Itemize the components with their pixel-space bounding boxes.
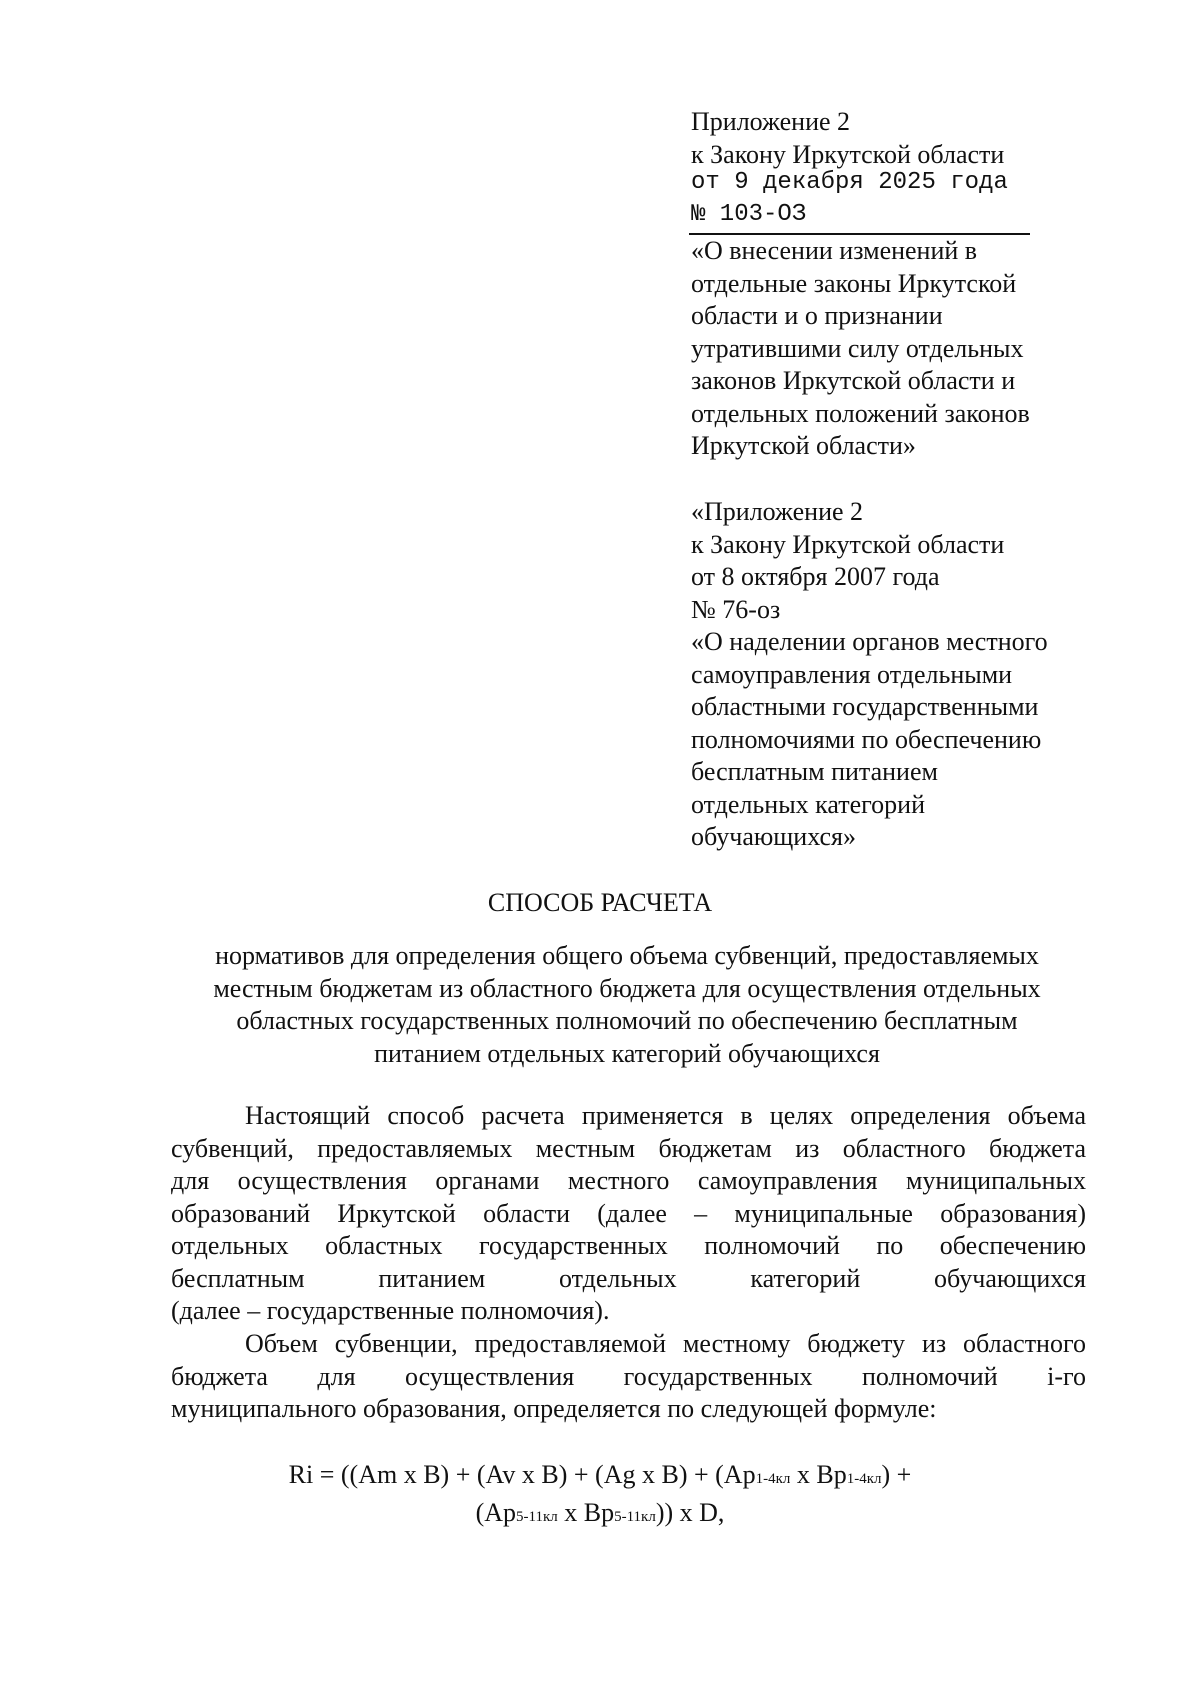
appendix-law-reference: к Закону Иркутской области: [691, 139, 1005, 169]
amended-title-line: бесплатным питанием: [691, 757, 938, 786]
amended-title-line: отдельных категорий: [691, 789, 926, 819]
law-title-line: «О внесении изменений в: [691, 236, 978, 265]
paragraph-line: образований Иркутской области (далее – муниципальные образования): [171, 1198, 1086, 1228]
formula-subscript: 1-4кл: [846, 1471, 882, 1487]
amended-appendix-label: «Приложение 2: [691, 497, 864, 526]
paragraph-line: Объем субвенции, предоставляемой местному бюджету из областного: [245, 1329, 1086, 1358]
law-number: № 103-ОЗ: [691, 201, 807, 228]
paragraph-formula-intro: [171, 1328, 1086, 1426]
amended-title-line: самоуправления отдельными: [691, 659, 1013, 689]
formula-line-2: [0, 1496, 1200, 1534]
formula-part: ) +: [881, 1460, 912, 1489]
amended-law-reference: к Закону Иркутской области: [691, 529, 1005, 559]
formula-part: (Ap: [475, 1498, 517, 1527]
formula-subscript: 1-4кл: [755, 1471, 791, 1487]
amended-title-line: «О наделении органов местного: [691, 627, 1048, 656]
paragraph-line: субвенций, предоставляемых местным бюджетам из областного бюджета: [171, 1133, 1086, 1163]
subheading-line: местным бюджетам из областного бюджета для осуществления отдельных: [213, 973, 1041, 1003]
appendix-header-current: [691, 106, 1004, 171]
law-title-line: законов Иркутской области и: [691, 366, 1016, 395]
subheading-line: областных государственных полномочий по обеспечению бесплатным: [236, 1006, 1018, 1035]
amended-title-line: областными государственными: [691, 692, 1039, 721]
appendix-label: Приложение 2: [691, 107, 851, 136]
paragraph-line: для осуществления органами местного самоуправления муниципальных: [171, 1166, 1086, 1195]
subheading-line: питанием отдельных категорий обучающихся: [374, 1038, 880, 1068]
amended-law-date: от 8 октября 2007 года: [691, 562, 940, 591]
paragraph-line: бюджета для осуществления государственных полномочий i-го: [171, 1361, 1086, 1391]
amended-title-line: обучающихся»: [691, 822, 856, 851]
law-title-line: отдельные законы Иркутской: [691, 268, 1017, 298]
formula-subscript: 5-11кл: [614, 1509, 656, 1525]
document-heading: СПОСОБ РАСЧЕТА: [487, 888, 713, 917]
paragraph-purpose: [171, 1100, 1086, 1328]
formula-part: )) x D,: [655, 1498, 725, 1527]
subvention-formula: [0, 1458, 1200, 1534]
law-date: от 9 декабря 2025 года: [691, 169, 1008, 196]
appendix-law-title: [691, 235, 1030, 463]
paragraph-line: Настоящий способ расчета применяется в целях определения объема: [245, 1101, 1086, 1130]
appendix-date-stamp: [691, 167, 1008, 231]
amended-title-line: полномочиями по обеспечению: [691, 724, 1042, 754]
paragraph-line: бесплатным питанием отдельных категорий обучающихся: [171, 1263, 1086, 1293]
formula-part: x Bp: [557, 1498, 615, 1527]
law-title-line: области и о признании: [691, 301, 943, 330]
document-subheading: [160, 940, 1094, 1070]
formula-subscript: 5-11кл: [516, 1509, 558, 1525]
law-title-line: Иркутской области»: [691, 431, 916, 460]
paragraph-line: муниципального образования, определяется по следующей формуле:: [171, 1394, 937, 1423]
paragraph-line: (далее – государственные полномочия).: [171, 1296, 610, 1325]
formula-part: Ri = ((Am x B) + (Av x B) + (Ag x B) + (Ap: [288, 1460, 756, 1489]
law-title-line: утратившими силу отдельных: [691, 333, 1024, 363]
paragraph-line: отдельных областных государственных полномочий по обеспечению: [171, 1231, 1086, 1260]
subheading-line: нормативов для определения общего объема субвенций, предоставляемых: [215, 941, 1039, 970]
law-title-line: отдельных положений законов: [691, 398, 1030, 428]
appendix-header-amended: [691, 496, 1048, 854]
formula-line-1: [0, 1458, 1200, 1496]
formula-part: x Bp: [790, 1460, 847, 1489]
amended-law-number: № 76-оз: [691, 594, 781, 624]
